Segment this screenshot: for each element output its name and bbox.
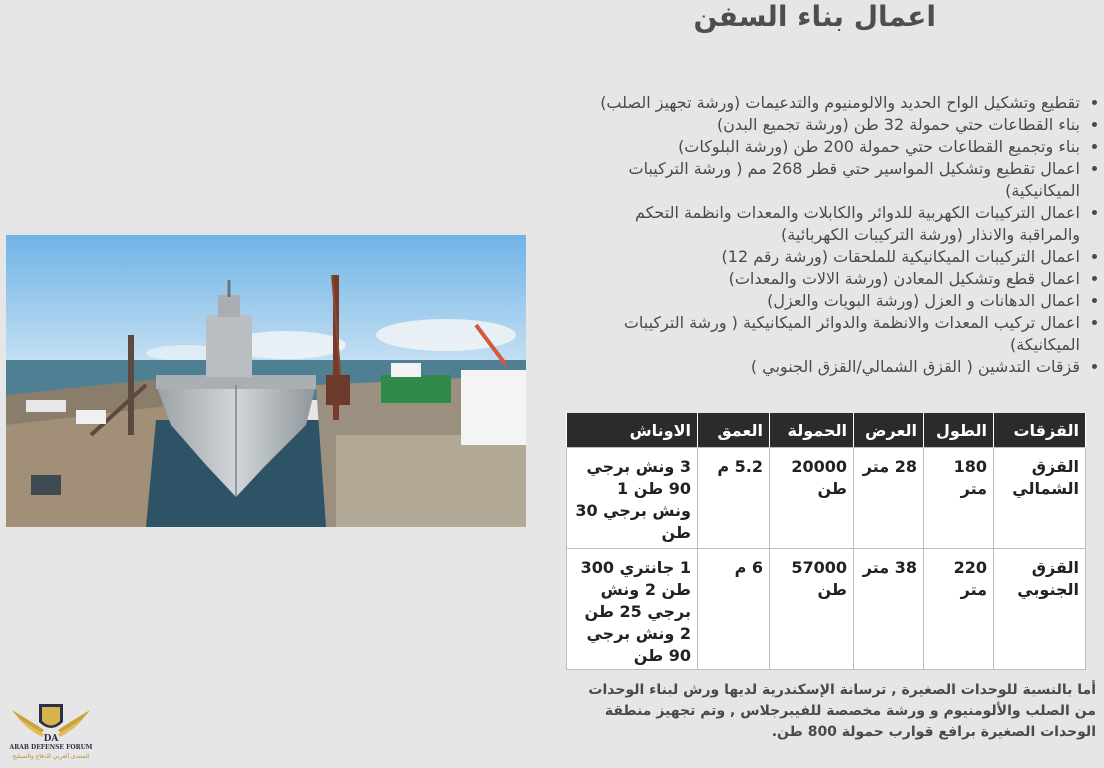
table-header: الحمولة [770,413,854,448]
table-row [567,549,1086,670]
table-row [567,448,1086,549]
table-cell: 3 ونش برجي 90 طن 1 ونش برجي 30 طن [567,448,698,549]
page-title: اعمال بناء السفن [693,0,936,33]
list-item: • قزقات التدشين ( القزق الشمالي/القزق الجنوبي ) [580,356,1080,378]
table-cell: 5.2 م [698,448,770,549]
list-item: • بناء وتجميع القطاعات حتي حمولة 200 طن (ورشة البلوكات) [580,136,1080,158]
table-header: العمق [698,413,770,448]
table-cell: 20000 طن [770,448,854,549]
list-item: • تقطيع وتشكيل الواح الحديد والالومنيوم والتدعيمات (ورشة تجهيز الصلب) [580,92,1080,114]
table-header-row [567,413,1086,448]
table-header: القزقات [994,413,1086,448]
table-cell: 38 متر [854,549,924,670]
list-item: • اعمال الدهانات و العزل (ورشة البويات والعزل) [580,290,1080,312]
list-item: • اعمال التركيبات الميكانيكية للملحقات (ورشة رقم 12) [580,246,1080,268]
logo-name: ARAB DEFENSE FORUM [9,744,93,751]
list-item: • اعمال تقطيع وتشكيل المواسير حتي قطر 268 مم ( ورشة التركيبات الميكانيكية) [580,158,1080,202]
table-cell: 180 متر [924,448,994,549]
table-header: العرض [854,413,924,448]
table-cell: 28 متر [854,448,924,549]
table-cell: 220 متر [924,549,994,670]
small-units-note: أما بالنسبة للوحدات الصغيرة , ترسانة الإسكندرية لديها ورش لبناء الوحدات من الصلب والألومنيوم و ورشة مخصصة للفيبرجلاس , وتم تجهيز منطقة الوحدات الصغيرة برافع قوارب حمولة 800 طن. [588,682,1096,740]
table-header: الطول [924,413,994,448]
list-item: • اعمال قطع وتشكيل المعادن (ورشة الالات والمعدات) [580,268,1080,290]
logo-subtitle: المنتدى العربي للدفاع والتسليح [12,753,90,760]
list-item: • بناء القطاعات حتي حمولة 32 طن (ورشة تجميع البدن) [580,114,1080,136]
table-cell: 1 جانتري 300 طن 2 ونش برجي 25 طن 2 ونش برجي 90 طن [567,549,698,670]
forum-logo [4,696,98,766]
list-item: • اعمال تركيب المعدات والانظمة والدوائر الميكانيكية ( ورشة التركيبات الميكانيكة) [580,312,1080,356]
logo-mark: DA [43,734,59,744]
table-cell: 57000 طن [770,549,854,670]
eagle-wings-icon [4,696,98,744]
table-cell: القزق الشمالي [994,448,1086,549]
capabilities-list [580,92,1102,378]
table-header: الاوناش [567,413,698,448]
table-cell: 6 م [698,549,770,670]
table-cell: القزق الجنوبي [994,549,1086,670]
shipyard-photo [6,235,526,527]
list-item: • اعمال التركيبات الكهربية للدوائر والكابلات والمعدات وانظمة التحكم والمراقبة والانذار (ورشة التركيبات الكهربائية) [580,202,1080,246]
docks-table [566,413,1086,670]
